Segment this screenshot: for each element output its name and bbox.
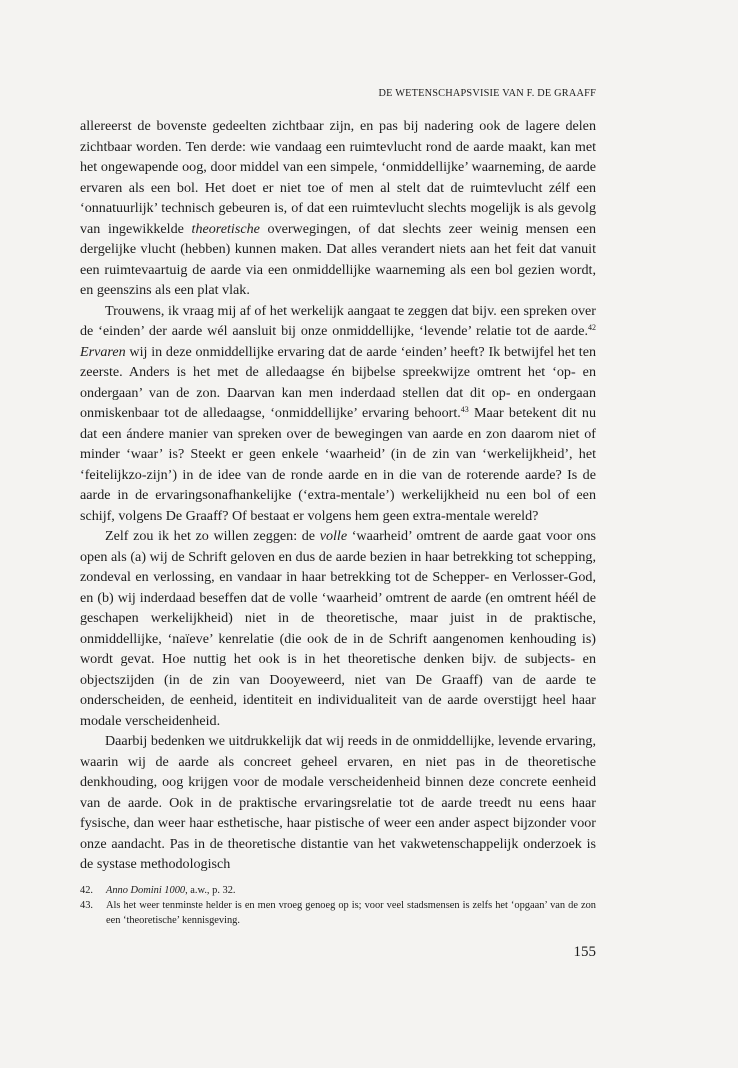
page-number: 155: [573, 944, 596, 960]
footnote-number: 43.: [80, 900, 93, 911]
footnote-number: 42.: [80, 885, 93, 896]
paragraph-3-text-b: ‘waarheid’ omtrent de aarde gaat voor ons open als (a) wij de Schrift geloven en dus de aarde bezien in haar betrekking tot schepping, zondeval en verlossing, en vandaar in haar betrekking tot de Schepper- en Verlosser-God, en (b) wij inderdaad beseffen dat de volle ‘waarheid’ omtrent de aarde (en omtrent héél de geschapen werkelijkheid) niet in de theoretische, maar juist in de praktische, onmiddellijke, ‘naïeve’ kenrelatie (die ook de in de Schrift aangenomen kenhouding is) wordt gevat. Hoe nuttig het ook is in het theoretische denken bijv. de subjects- en objectszijden (in de zin van Dooyeweerd, niet van De Graaff) van de aarde te onderscheiden, de eenheid, identiteit en individualiteit van de aarde overstijgt heel haar modale verscheidenheid.: [80, 528, 596, 729]
footnotes: [80, 883, 596, 928]
paragraph-2-emphasis: Ervaren: [80, 343, 126, 360]
paragraph-2: [80, 301, 596, 527]
paragraph-3-emphasis: volle: [319, 528, 348, 544]
paragraph-2-text-b: wij in deze onmiddellijke ervaring dat de aarde ‘einden’ heeft? Ik betwijfel het ten zeerste. Anders is het met de alledaagse én bijbelse spreekwijze omtrent het ‘op- en ondergaan’ van de zon. Daarvan kan men inderdaad stellen dat dit op- en ondergaan onmiskenbaar tot de alledaagse, ‘onmiddellijke’ ervaring behoort.: [80, 343, 596, 421]
footnote-42: [80, 883, 596, 898]
paragraph-2-text-a: Trouwens, ik vraag mij af of het werkelijk aangaat te zeggen dat bijv. een spreken over de ‘einden’ der aarde wél aansluit bij onze onmiddellijke, ‘levende’ relatie tot de aarde.: [80, 302, 596, 339]
footnote-ref-43[interactable]: 43: [460, 405, 469, 414]
footnote-citation: , a.w., p. 32.: [185, 885, 236, 896]
paragraph-2-text-c: Maar betekent dit nu dat een ándere manier van spreken over de bewegingen van aarde en zon daarom niet of minder ‘waar’ is? Steekt er geen enkele ‘waarheid’ (in de zin van ‘werkelijkheid’, het ‘feitelijkzo-zijn’) in de idee van de ronde aarde en in die van de roterende aarde? Is de aarde in de ervaringsonafhankelijke (‘extra-mentale’) werkelijkheid nu een bol of een schijf, volgens De Graaff? Of bestaat er volgens hem geen extra-mentale wereld?: [80, 405, 597, 524]
paragraph-4-text: Daarbij bedenken we uitdrukkelijk dat wij reeds in de onmiddellijke, levende ervaring, waarin wij de aarde als concreet geheel ervaren, en niet pas in de theoretische denkhouding, oog krijgen voor de modale verscheidenheid binnen deze concrete eenheid van de aarde. Ook in de praktische ervaringsrelatie tot de aarde treedt nu eens haar fysische, dan weer haar esthetische, haar pistische of weer een ander aspect bijzonder voor onze aandacht. Pas in de theoretische distantie van het vakwetenschappelijk onderzoek is de systase methodologisch: [80, 733, 596, 872]
paragraph-4: [80, 731, 596, 875]
paragraph-3-text-a: Zelf zou ik het zo willen zeggen: de: [105, 528, 320, 544]
footnote-ref-42[interactable]: 42: [588, 323, 596, 332]
paragraph-1-text-a: allereerst de bovenste gedeelten zichtbaar zijn, en pas bij nadering ook de lagere delen zichtbaar worden. Ten derde: wie vandaag een ruimtevlucht rond de aarde maakt, kan met het ongewapende oog, door middel van een simpele, ‘onmiddellijke’ waarneming, de aarde ervaren als een bol. Het doet er niet toe of men al stelt dat de ruimtevlucht zélf een ‘onnatuurlijk’ technisch gebeuren is, of dat een ruimtevlucht slechts mogelijk is als gevolg van ingewikkelde: [80, 118, 596, 237]
paragraph-1: [80, 116, 596, 301]
paragraph-3: [80, 526, 596, 731]
running-head: DE WETENSCHAPSVISIE VAN F. DE GRAAFF: [378, 88, 596, 99]
body-text: [80, 116, 596, 875]
footnote-43: [80, 898, 596, 928]
footnote-text: [106, 883, 596, 898]
paragraph-1-emphasis: theoretische: [191, 220, 260, 237]
footnote-text: Als het weer tenminste helder is en men vroeg genoeg op is; voor veel stadsmensen is zelfs het ‘opgaan’ van de zon een ‘theoretische’ kennisgeving.: [106, 900, 596, 926]
paragraph-1-text-b: overwegingen, of dat slechts zeer weinig mensen een dergelijke vlucht (hebben) kunnen maken. Dat alles verandert niets aan het feit dat vanuit een ruimtevaartuig de aarde via een onmiddellijke waarneming als een bol gezien wordt, en geenszins als een plat vlak.: [80, 220, 596, 298]
footnote-title: Anno Domini 1000: [106, 885, 186, 896]
